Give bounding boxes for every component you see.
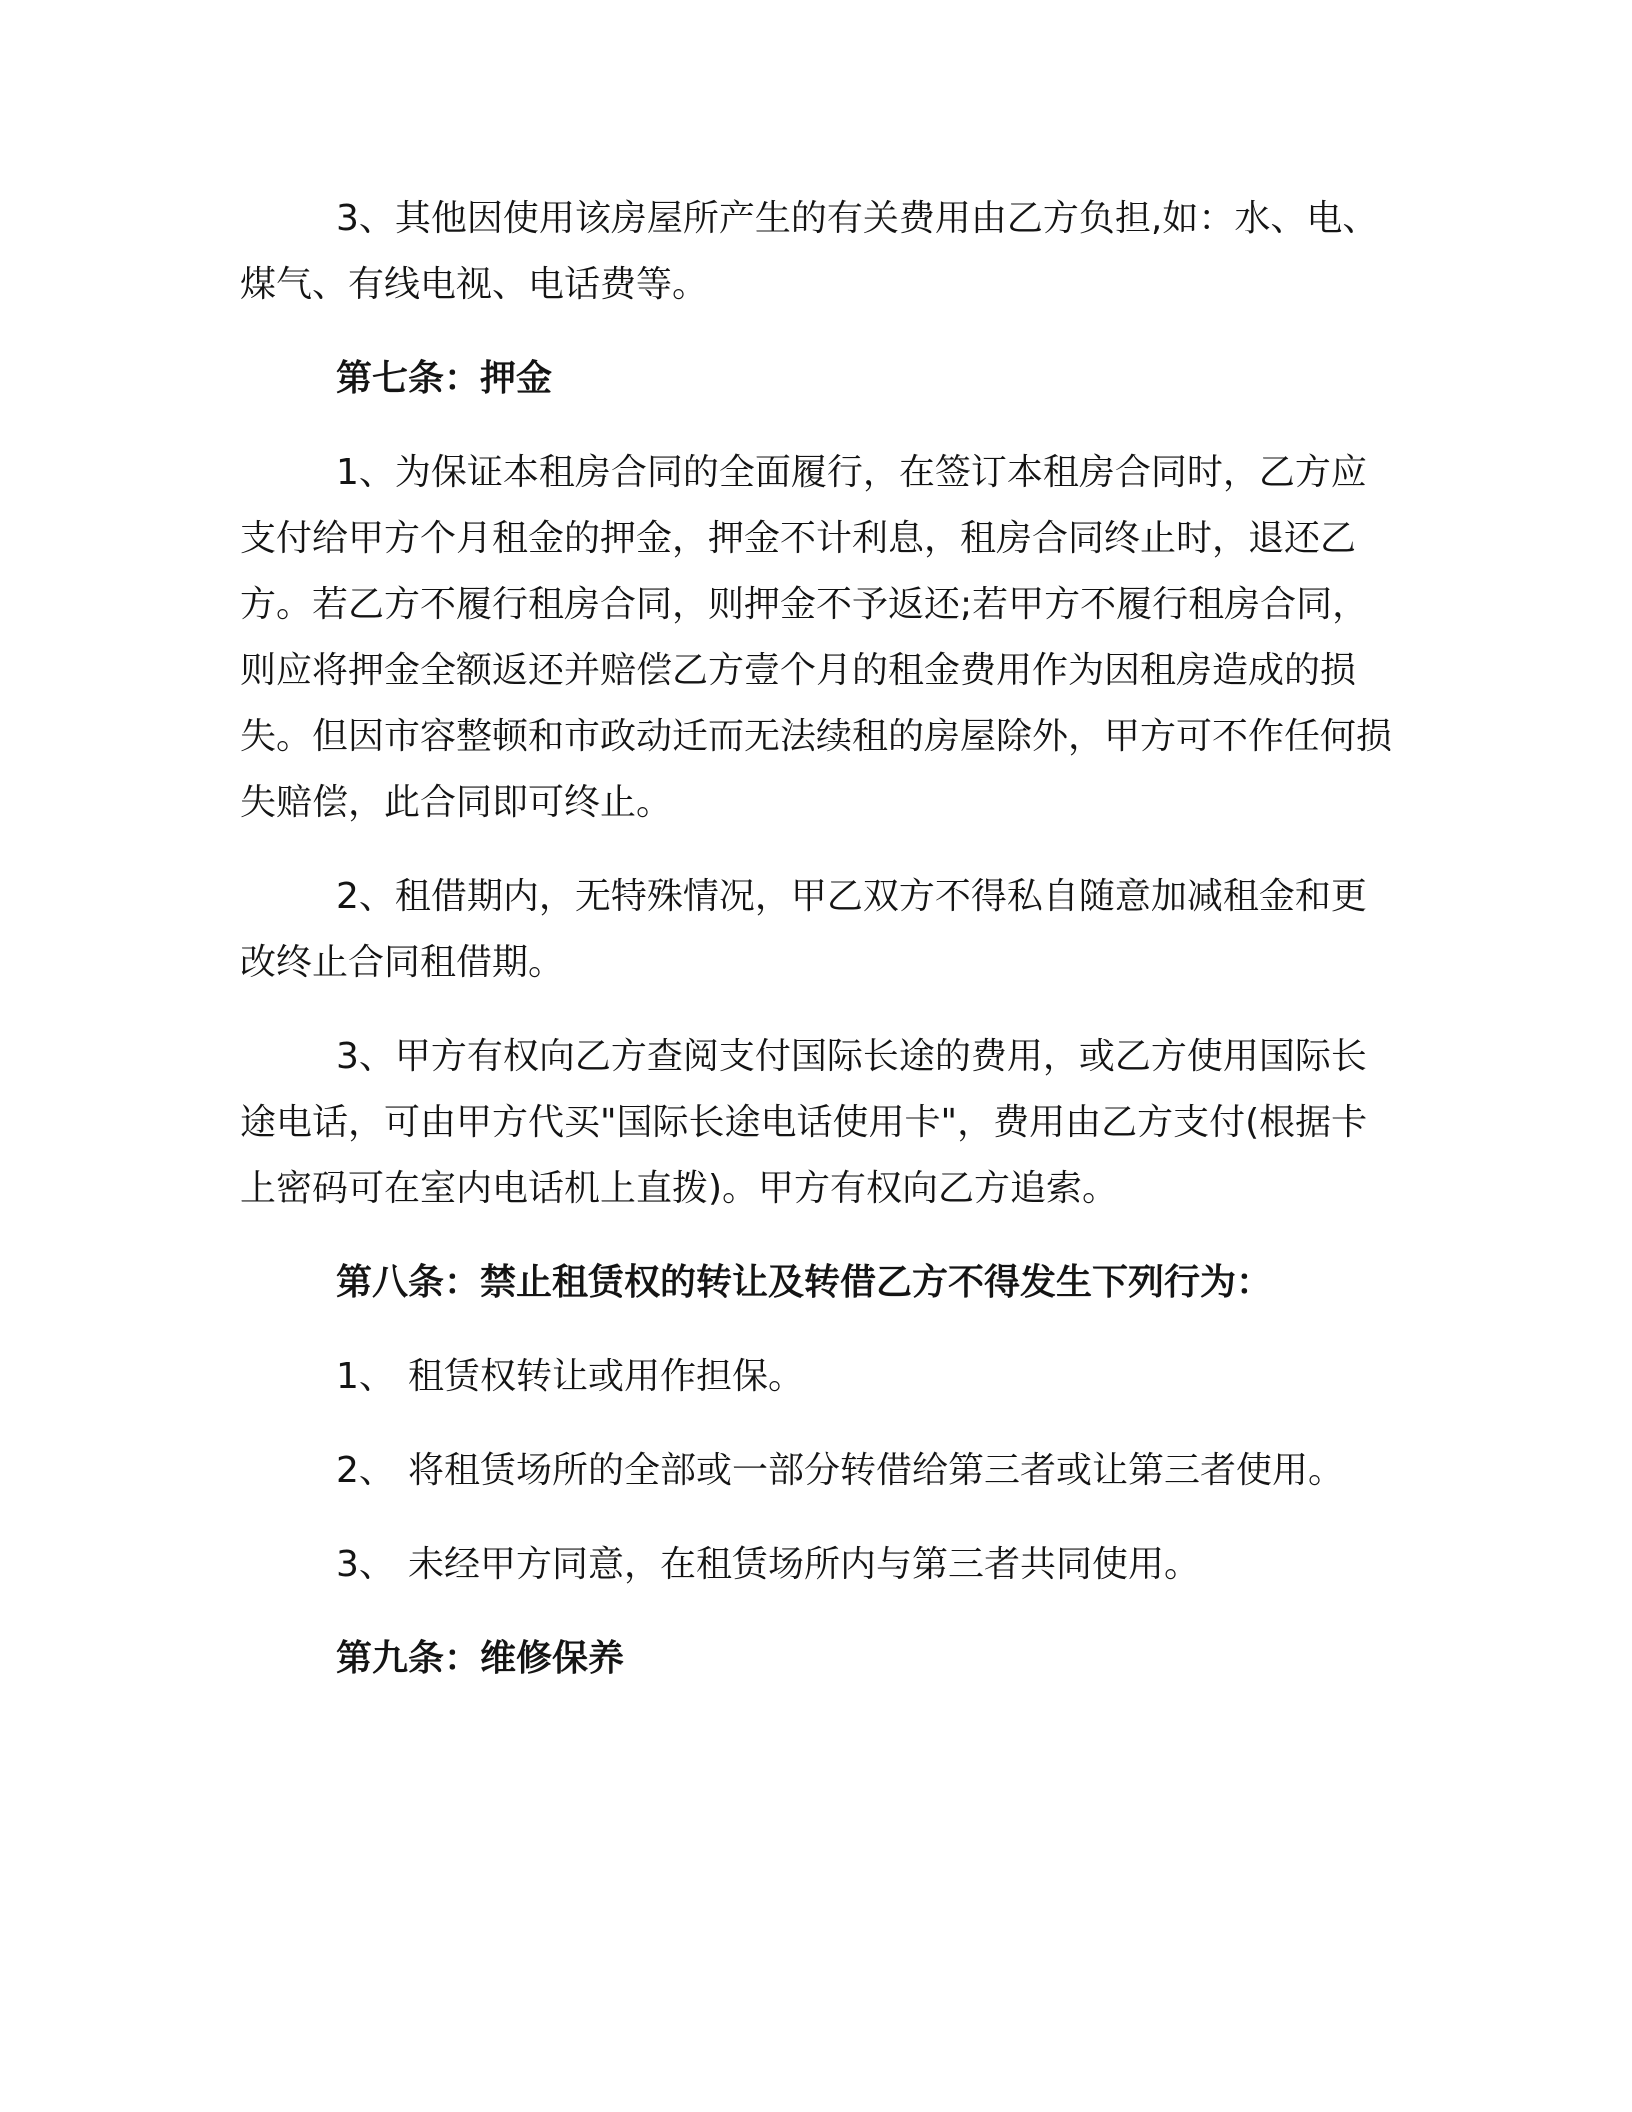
list-item [240, 1438, 1392, 1504]
clause-6-item-3: 3、其他因使用该房屋所产生的有关费用由乙方负担,如：水、电、煤气、有线电视、电话费等。 [240, 198, 1379, 305]
article-9-heading: 第九条：维修保养 [336, 1638, 625, 1679]
list-item-number: 1、 [336, 1356, 395, 1397]
clause-7-item-3: 3、甲方有权向乙方查阅支付国际长途的费用，或乙方使用国际长途电话，可由甲方代买"国际长途电话使用卡"，费用由乙方支付(根据卡上密码可在室内电话机上直拨)。甲方有权向乙方追索。 [240, 1036, 1368, 1209]
list-item-text: 未经甲方同意，在租赁场所内与第三者共同使用。 [408, 1544, 1201, 1585]
clause-7-item-2: 2、租借期内，无特殊情况，甲乙双方不得私自随意加减租金和更改终止合同租借期。 [240, 876, 1367, 983]
document-body [240, 186, 1392, 1692]
list-item-number: 2、 [336, 1450, 395, 1491]
article-7-heading: 第七条：押金 [336, 358, 553, 399]
article-8-heading: 第八条：禁止租赁权的转让及转借乙方不得发生下列行为： [336, 1262, 1273, 1303]
list-item-text: 将租赁场所的全部或一部分转借给第三者或让第三者使用。 [408, 1450, 1345, 1491]
list-item [240, 1532, 1392, 1598]
list-item [240, 1344, 1392, 1410]
list-item-number: 3、 [336, 1544, 395, 1585]
list-item-text: 租赁权转让或用作担保。 [408, 1356, 805, 1397]
clause-7-item-1: 1、为保证本租房合同的全面履行，在签订本租房合同时，乙方应支付给甲方个月租金的押金，押金不计利息，租房合同终止时，退还乙方。若乙方不履行租房合同，则押金不予返还;若甲方不履行租房合同，则应将押金全额返还并赔偿乙方壹个月的租金费用作为因租房造成的损失。但因市容整顿和市政动迁而无法续租的房屋除外，甲方可不作任何损失赔偿，此合同即可终止。 [240, 452, 1393, 823]
